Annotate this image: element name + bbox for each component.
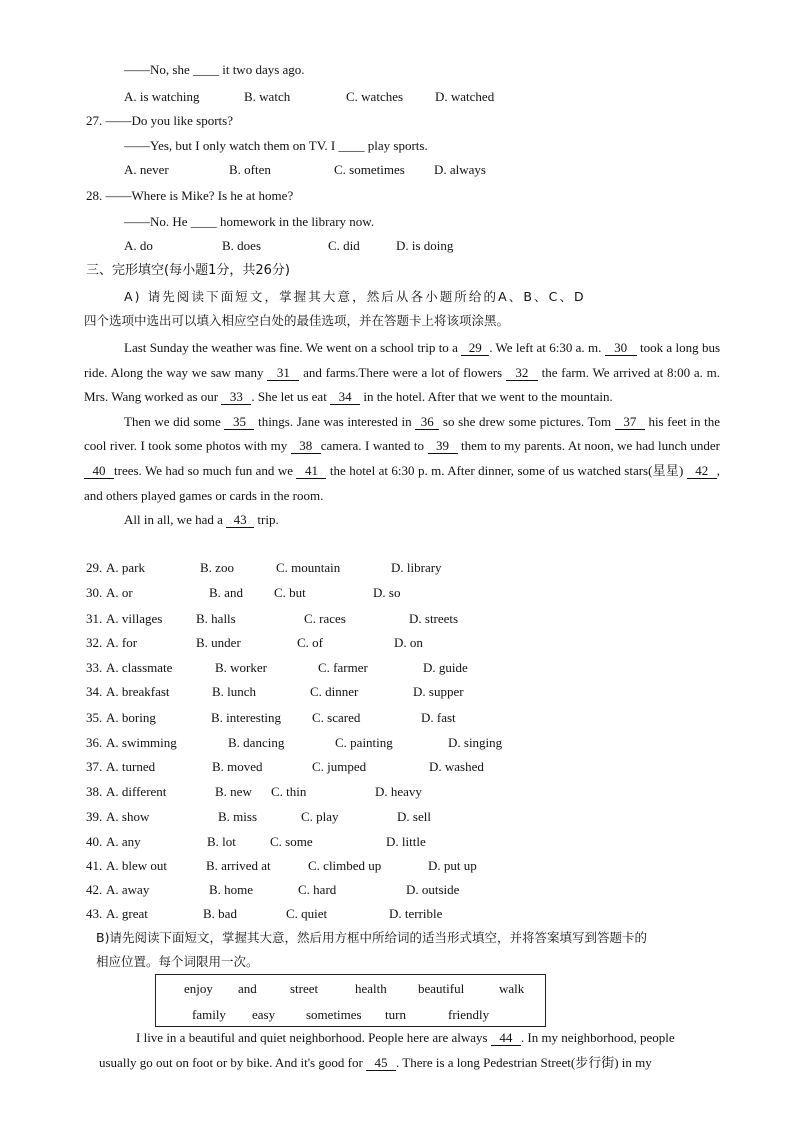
choice-option-d: D. heavy: [375, 784, 422, 799]
choice-option-b: B. and: [209, 585, 243, 600]
choice-option-d: D. guide: [423, 660, 468, 675]
choice-number: 33.: [86, 660, 103, 675]
blank-36: 36: [415, 415, 439, 430]
choice-number: 43.: [86, 906, 103, 921]
choice-option-d: D. streets: [409, 611, 459, 626]
choice-option-c: C. dinner: [310, 684, 359, 699]
choice-option-b: B. bad: [203, 906, 237, 921]
blank-45: 45: [366, 1056, 396, 1071]
choice-option-c: C. play: [301, 809, 339, 824]
word-beautiful: beautiful: [418, 981, 465, 996]
choice-option-d: D. on: [394, 635, 423, 650]
choice-option-a: A. villages: [106, 611, 163, 626]
passage-a-paragraph-1: Last Sunday the weather was fine. We went on a school trip to a 29 . We left at 6:30 a. m. 30 took a long bus ride. Along the way we saw many 31 and farms.There were a lot of flowers 32 the farm. We arrived at 8:00 a. m. Mrs. Wang worked as our 33 . She let us eat 34 in the hotel. After that we went to the mountain.: [84, 340, 721, 405]
choice-number: 34.: [86, 684, 103, 699]
choice-option-c: C. of: [297, 635, 323, 650]
choice-option-d: D. fast: [421, 710, 456, 725]
choice-option-b: B. under: [196, 635, 241, 650]
choice-option-b: B. miss: [218, 809, 258, 824]
choice-option-b: B. interesting: [211, 710, 282, 725]
q26-option-b: B. watch: [244, 89, 291, 104]
word-street: street: [290, 981, 319, 996]
passage-a-paragraph-2: Then we did some 35 things. Jane was interested in 36 so she drew some pictures. Tom 37 his feet in the cool river. I took some photos with my 38 camera. I wanted to 39 them to my parents. At noon, we had lunch under 40 trees. We had so much fun and we 41 the hotel at 6:30 p. m. After dinner, some of us watched stars(星星) 42 , and others played games or cards in the room.: [84, 413, 720, 503]
q26-option-d: D. watched: [435, 89, 495, 104]
passage-b-line-1: I live in a beautiful and quiet neighborhood. People here are always 44 . In my neighborhood, people: [136, 1030, 675, 1045]
q27-option-d: D. always: [434, 162, 486, 177]
choice-option-b: B. zoo: [200, 560, 234, 575]
choice-option-d: D. so: [373, 585, 401, 600]
blank-43: 43: [226, 513, 254, 528]
choice-option-d: D. put up: [428, 858, 477, 873]
choice-option-a: A. breakfast: [106, 684, 170, 699]
choice-option-c: C. some: [270, 834, 313, 849]
q28-option-a: A. do: [124, 238, 153, 253]
choice-option-a: A. great: [106, 906, 148, 921]
q27-option-a: A. never: [124, 162, 169, 177]
choice-number: 40.: [86, 834, 103, 849]
choice-option-c: C. mountain: [276, 560, 341, 575]
passage-a-paragraph-3: All in all, we had a 43 trip.: [124, 512, 279, 528]
q28-option-d: D. is doing: [396, 238, 454, 253]
choice-option-d: D. little: [386, 834, 426, 849]
choice-number: 38.: [86, 784, 103, 799]
blank-42: 42: [687, 464, 717, 479]
choice-option-b: B. worker: [215, 660, 267, 675]
q28-option-c: C. did: [328, 238, 360, 253]
choice-number: 41.: [86, 858, 103, 873]
blank-38: 38: [291, 439, 321, 454]
choice-option-a: A. park: [106, 560, 145, 575]
choice-option-b: B. new: [215, 784, 252, 799]
q27-answer-line: ——Yes, but I only watch them on TV. I ____ play sports.: [124, 138, 428, 153]
word-family: family: [192, 1007, 226, 1022]
partB-instruction-2: 相应位置。每个词限用一次。: [96, 954, 259, 969]
choice-option-b: B. home: [209, 882, 254, 897]
blank-39: 39: [428, 439, 458, 454]
word-enjoy: enjoy: [184, 981, 213, 996]
choice-option-c: C. jumped: [312, 759, 367, 774]
word-box: [155, 974, 546, 1027]
choice-number: 29.: [86, 560, 103, 575]
blank-29: 29: [461, 341, 489, 356]
choice-option-b: B. moved: [212, 759, 263, 774]
choice-option-a: A. classmate: [106, 660, 173, 675]
choice-option-a: A. blew out: [106, 858, 168, 873]
choice-option-c: C. races: [304, 611, 346, 626]
choice-option-c: C. but: [274, 585, 306, 600]
choice-option-a: A. show: [106, 809, 150, 824]
choice-option-d: D. terrible: [389, 906, 443, 921]
blank-37: 37: [615, 415, 645, 430]
q28-option-b: B. does: [222, 238, 261, 253]
choice-option-d: D. supper: [413, 684, 464, 699]
passage-a: [84, 336, 720, 533]
partA-instruction-1: A) 请先阅读下面短文，掌握其大意，然后从各小题所给的A、B、C、D: [124, 289, 586, 304]
choice-option-b: B. dancing: [228, 735, 285, 750]
choice-option-a: A. different: [106, 784, 167, 799]
choice-option-a: A. or: [106, 585, 133, 600]
choice-number: 35.: [86, 710, 103, 725]
choice-number: 32.: [86, 635, 103, 650]
blank-33: 33: [221, 390, 251, 405]
section3-title: 三、完形填空(每小题1分，共26分): [86, 263, 290, 278]
choice-option-c: C. farmer: [318, 660, 368, 675]
passage-b: [99, 1026, 720, 1075]
blank-30: 30: [605, 341, 637, 356]
partB-instruction-1: B)请先阅读下面短文，掌握其大意，然后用方框中所给词的适当形式填空，并将答案填写到答题卡的: [96, 930, 647, 945]
choice-option-d: D. outside: [406, 882, 460, 897]
choice-option-c: C. scared: [312, 710, 361, 725]
choice-option-b: B. arrived at: [206, 858, 271, 873]
choice-option-a: A. away: [106, 882, 150, 897]
choice-number: 37.: [86, 759, 103, 774]
choice-option-d: D. sell: [397, 809, 431, 824]
choice-option-d: D. singing: [448, 735, 503, 750]
blank-35: 35: [224, 415, 254, 430]
word-easy: easy: [252, 1007, 276, 1022]
choice-option-a: A. boring: [106, 710, 156, 725]
blank-31: 31: [267, 366, 299, 381]
blank-34: 34: [330, 390, 360, 405]
blank-44: 44: [491, 1031, 521, 1046]
choice-option-d: D. library: [391, 560, 442, 575]
choice-number: 30.: [86, 585, 103, 600]
word-friendly: friendly: [448, 1007, 490, 1022]
choice-option-c: C. climbed up: [308, 858, 382, 873]
blank-32: 32: [506, 366, 538, 381]
choice-option-c: C. painting: [335, 735, 393, 750]
q27-stem: 27. ——Do you like sports?: [86, 113, 233, 128]
blank-40: 40: [84, 464, 114, 479]
choice-option-b: B. lunch: [212, 684, 257, 699]
word-health: health: [355, 981, 387, 996]
choice-option-d: D. washed: [429, 759, 484, 774]
choice-number: 31.: [86, 611, 103, 626]
word-turn: turn: [385, 1007, 406, 1022]
choice-option-b: B. halls: [196, 611, 236, 626]
q28-answer-line: ——No. He ____ homework in the library now.: [124, 214, 375, 229]
partA-instruction-2: 四个选项中选出可以填入相应空白处的最佳选项，并在答题卡上将该项涂黑。: [84, 313, 510, 328]
choice-option-c: C. hard: [298, 882, 337, 897]
choice-option-a: A. any: [106, 834, 141, 849]
choice-option-a: A. for: [106, 635, 138, 650]
q28-stem: 28. ——Where is Mike? Is he at home?: [86, 188, 294, 203]
word-walk: walk: [499, 981, 525, 996]
blank-41: 41: [296, 464, 326, 479]
q27-option-b: B. often: [229, 162, 271, 177]
choice-option-c: C. thin: [271, 784, 307, 799]
word-sometimes: sometimes: [306, 1007, 362, 1022]
choice-number: 42.: [86, 882, 103, 897]
q26-answer-line: ——No, she ____ it two days ago.: [124, 62, 305, 77]
choice-option-c: C. quiet: [286, 906, 328, 921]
q27-option-c: C. sometimes: [334, 162, 405, 177]
q26-option-a: A. is watching: [124, 89, 200, 104]
choice-option-a: A. swimming: [106, 735, 177, 750]
choice-number: 36.: [86, 735, 103, 750]
choice-option-b: B. lot: [207, 834, 236, 849]
q26-option-c: C. watches: [346, 89, 404, 104]
choice-option-a: A. turned: [106, 759, 156, 774]
passage-b-line-2: usually go out on foot or by bike. And it's good for 45 . There is a long Pedestrian Street(步行街) in my: [99, 1054, 652, 1070]
choice-number: 39.: [86, 809, 103, 824]
word-and: and: [238, 981, 257, 996]
